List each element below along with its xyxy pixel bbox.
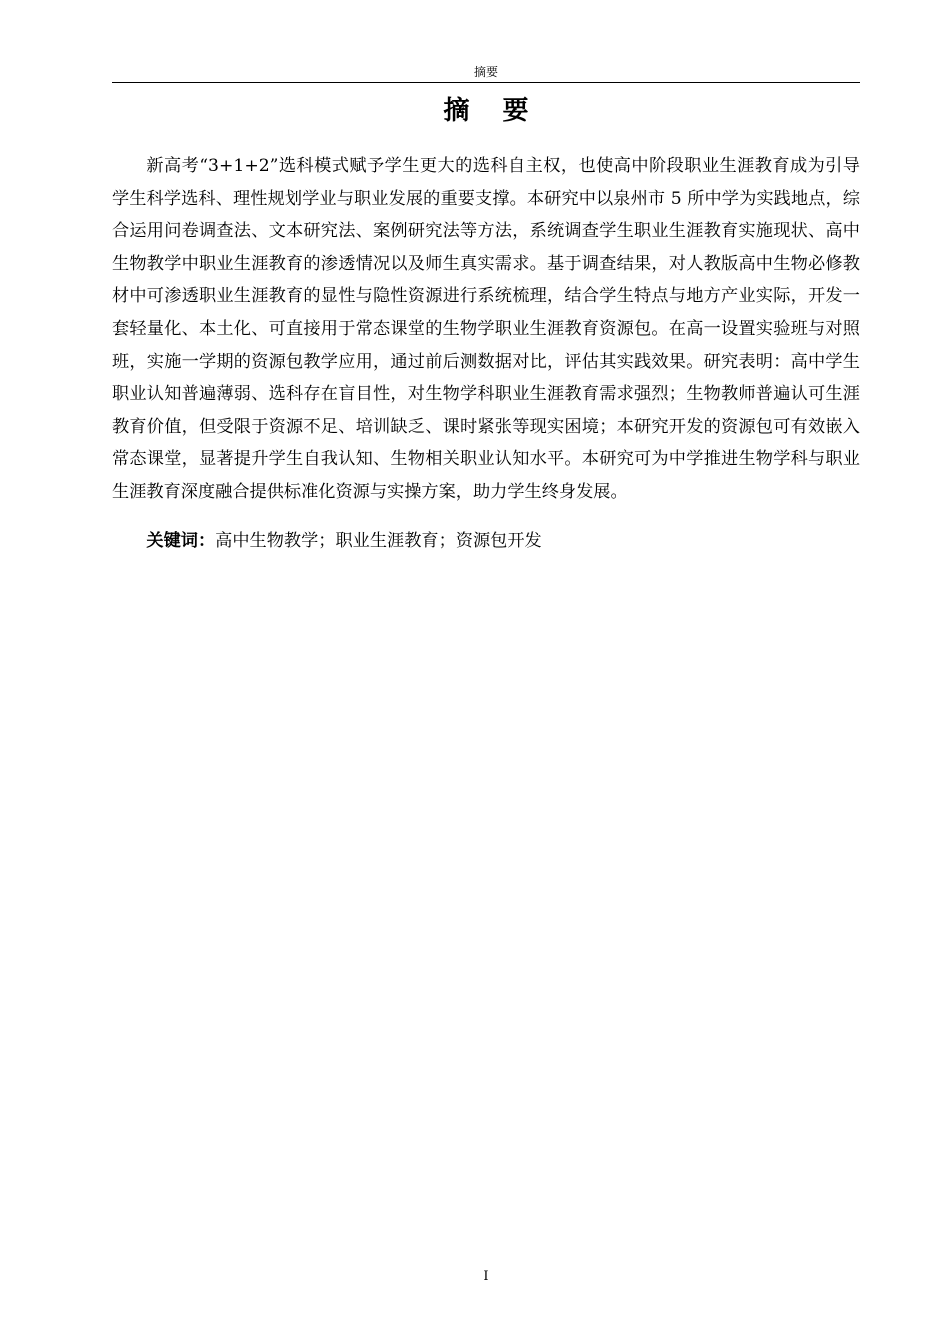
keywords-value: 高中生物教学；职业生涯教育；资源包开发 (215, 531, 542, 551)
header-rule (112, 82, 860, 83)
keywords-line (112, 525, 860, 557)
running-header: 摘要 (473, 65, 498, 79)
abstract-title: 摘 要 (443, 96, 541, 126)
page-number: I (483, 1269, 489, 1284)
keywords-label: 关键词： (146, 531, 216, 551)
abstract-paragraph: 新高考“3+1+2”选科模式赋予学生更大的选科自主权，也使高中阶段职业生涯教育成为引导学生科学选科、理性规划学业与职业发展的重要支撑。本研究中以泉州市 5 所中学为实践地点，综合运用问卷调查法、文本研究法、案例研究法等方法，系统调查学生职业生涯教育实施现状、高中生物教学中职业生涯教育的渗透情况以及师生真实需求。基于调查结果，对人教版高中生物必修教材中可渗透职业生涯教育的显性与隐性资源进行系统梳理，结合学生特点与地方产业实际，开发一套轻量化、本土化、可直接用于常态课堂的生物学职业生涯教育资源包。在高一设置实验班与对照班，实施一学期的资源包教学应用，通过前后测数据对比，评估其实践效果。研究表明：高中学生职业认知普遍薄弱、选科存在盲目性，对生物学科职业生涯教育需求强烈；生物教师普遍认可生涯教育价值，但受限于资源不足、培训缺乏、课时紧张等现实困境；本研究开发的资源包可有效嵌入常态课堂，显著提升学生自我认知、生物相关职业认知水平。本研究可为中学推进生物学科与职业生涯教育深度融合提供标准化资源与实操方案，助力学生终身发展。 (112, 156, 860, 502)
